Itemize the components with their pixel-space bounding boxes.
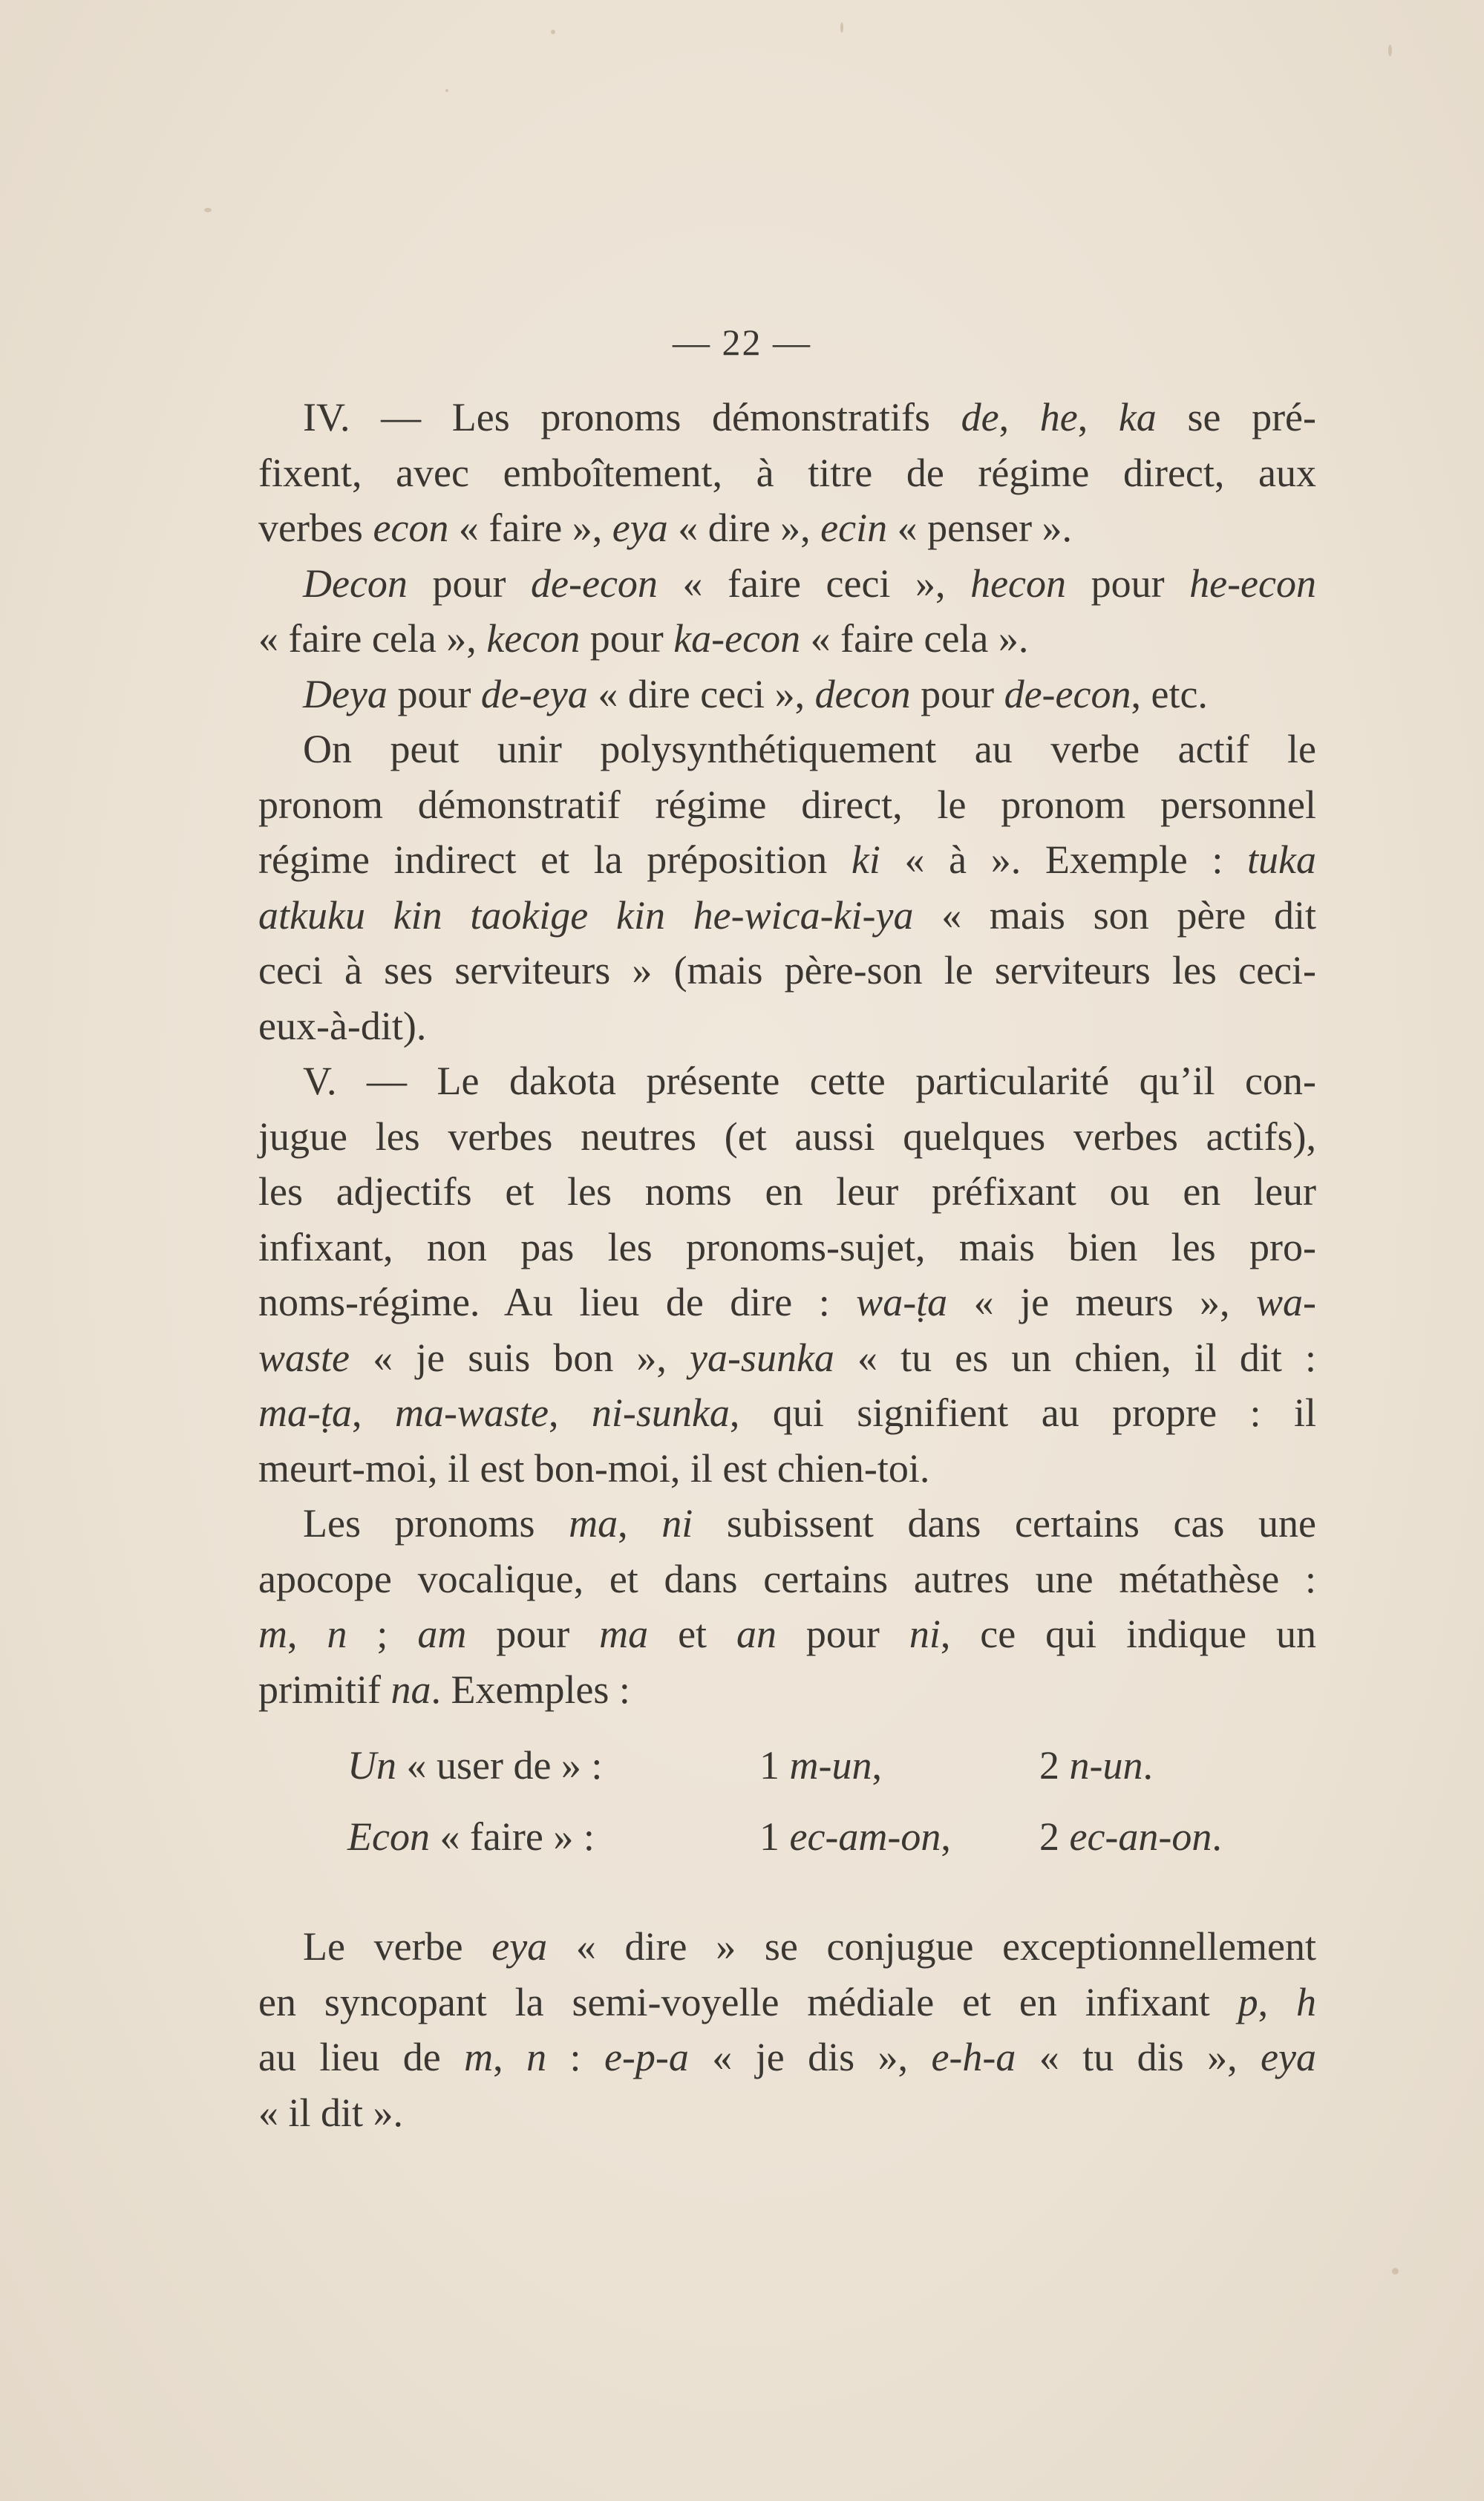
- example-row: [258, 1738, 1316, 1809]
- text-line: IV. — Les pronoms démonstratifs de, he, ka se pré-: [303, 395, 1317, 439]
- paper-speck: [551, 30, 555, 34]
- text-line: jugue les verbes neutres (et aussi quelques verbes actifs),: [258, 1114, 1316, 1159]
- example-label: Un « user de » :: [347, 1743, 603, 1788]
- text-line: « il dit ».: [258, 2090, 404, 2135]
- paper-speck: [204, 208, 212, 212]
- text-line: infixant, non pas les pronoms-sujet, mais bien les pro-: [258, 1224, 1316, 1269]
- text-line: noms-régime. Au lieu de dire : wa-ṭa « je meurs », wa-: [258, 1280, 1316, 1324]
- text-line: les adjectifs et les noms en leur préfixant ou en leur: [258, 1169, 1316, 1214]
- example-form-2: 2 n-un.: [1039, 1743, 1153, 1788]
- text-line: atkuku kin taokige kin he-wica-ki-ya « mais son père dit: [258, 892, 1316, 938]
- text-line: au lieu de m, n : e-p-a « je dis », e-h-a « tu dis », eya: [258, 2035, 1316, 2079]
- page-number: — 22 —: [673, 321, 811, 363]
- text-line: fixent, avec emboîtement, à titre de régime direct, aux: [258, 450, 1316, 495]
- example-label: Econ « faire » :: [347, 1814, 595, 1859]
- text-line: pronom démonstratif régime direct, le pronom personnel: [258, 782, 1316, 827]
- text-line: On peut unir polysynthétiquement au verbe actif le: [303, 727, 1316, 771]
- text-line: en syncopant la semi-voyelle médiale et en infixant p, h: [258, 1979, 1316, 2024]
- text-line: eux-à-dit).: [258, 1003, 427, 1048]
- text-line: verbes econ « faire », eya « dire », ecin « penser ».: [258, 506, 1073, 550]
- example-form-1: 1 m-un,: [759, 1743, 882, 1788]
- text-line: apocope vocalique, et dans certains autres une métathèse :: [258, 1556, 1316, 1601]
- text-line: meurt-moi, il est bon-moi, il est chien-toi.: [258, 1445, 930, 1491]
- final-paragraph: [258, 1919, 1316, 2140]
- paper-speck: [840, 22, 843, 33]
- paper-speck: [445, 89, 448, 92]
- text-line: ceci à ses serviteurs » (mais père-son le serviteurs les ceci-: [258, 948, 1316, 993]
- text-line: « faire cela », kecon pour ka-econ « faire cela ».: [258, 616, 1029, 661]
- paragraph-lines: [258, 390, 1316, 1717]
- text-line: waste « je suis bon », ya-sunka « tu es un chien, il dit :: [258, 1335, 1316, 1380]
- paper-speck: [1388, 45, 1392, 56]
- text-line: régime indirect et la préposition ki « à ». Exemple : tuka: [258, 837, 1316, 882]
- text-line: m, n ; am pour ma et an pour ni, ce qui indique un: [258, 1612, 1316, 1656]
- text-line: ma-ṭa, ma-waste, ni-sunka, qui signifient au propre : il: [258, 1390, 1317, 1435]
- text-line: Les pronoms ma, ni subissent dans certains cas une: [303, 1501, 1317, 1546]
- text-line: Le verbe eya « dire » se conjugue exceptionnellement: [303, 1924, 1316, 1969]
- example-table: [258, 1738, 1316, 1880]
- example-form-1: 1 ec-am-on,: [759, 1814, 951, 1859]
- body-text: [258, 390, 1316, 2140]
- example-row: [258, 1809, 1316, 1880]
- text-line: V. — Le dakota présente cette particularité qu’il con-: [303, 1059, 1316, 1103]
- example-form-2: 2 ec-an-on.: [1039, 1814, 1222, 1859]
- paper-speck: [1392, 2268, 1399, 2275]
- text-line: primitif na. Exemples :: [258, 1667, 630, 1712]
- text-line: Decon pour de-econ « faire ceci », hecon pour he-econ: [303, 560, 1316, 606]
- text-line: Deya pour de-eya « dire ceci », decon pour de-econ, etc.: [303, 671, 1208, 716]
